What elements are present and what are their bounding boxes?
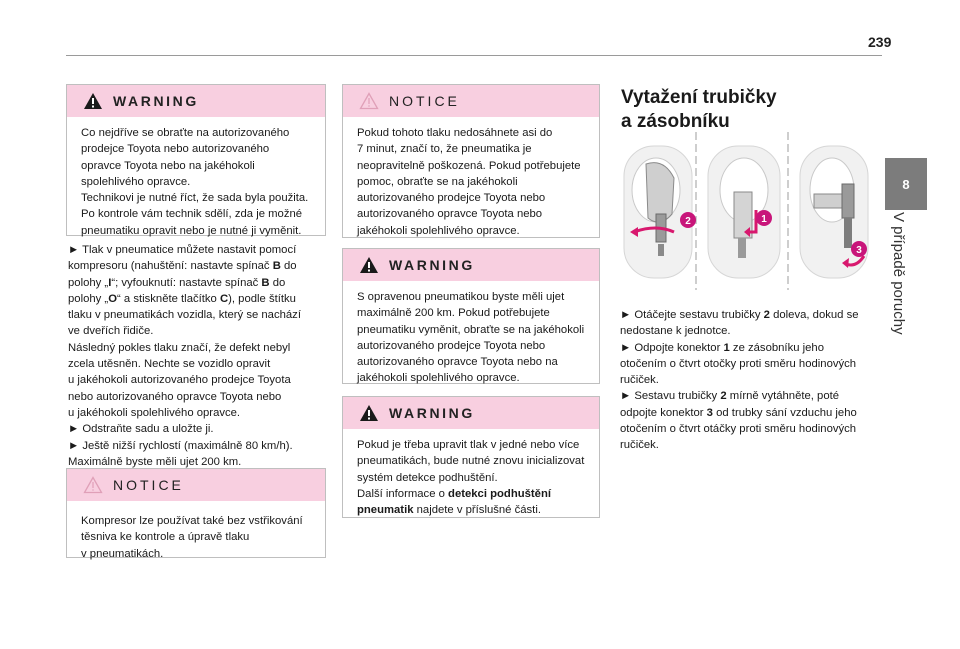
warning-header bbox=[67, 85, 325, 117]
notice-box-2 bbox=[342, 84, 600, 238]
notice-triangle-icon bbox=[83, 476, 103, 494]
warning-box-2 bbox=[342, 248, 600, 384]
page-number: 239 bbox=[868, 34, 892, 50]
callout-2 bbox=[680, 212, 696, 228]
warning-triangle-icon bbox=[83, 92, 103, 110]
warning-triangle-icon bbox=[359, 404, 379, 422]
callout-3 bbox=[851, 241, 867, 257]
header-rule bbox=[66, 55, 882, 56]
notice-title: NOTICE bbox=[389, 93, 460, 109]
notice-box-1 bbox=[66, 468, 326, 558]
svg-text:1: 1 bbox=[761, 214, 767, 225]
warning-header bbox=[343, 397, 599, 429]
warning-text: Pokud je třeba upravit tlak v jedné nebo více pneumatikách, bude nutné znovu inicializovat systém detekce podhuštění. Další informace o detekci podhuštění pneumatik najdete v příslušné části. bbox=[357, 439, 585, 517]
svg-text:3: 3 bbox=[856, 245, 862, 256]
notice-header bbox=[67, 469, 325, 501]
warning-text: S opravenou pneumatikou byste měli ujet maximálně 200 km. Pokud potřebujete pneumatiku vyměnit, obraťte se na jakéhokoli autorizovaného prodejce Toyota nebo autorizovaného opravce Toyota nebo na jakéhokoli spolehlivého opravce. bbox=[357, 291, 585, 385]
panel-1-unit bbox=[624, 146, 692, 278]
body-text-col1: ► Tlak v pneumatice můžete nastavit pomocí kompresoru (nahuštění: nastavte spínač B do polohy „I“; vyfouknutí: nastavte spínač B do polohy „O“ a stiskněte tlačítko C), podle štítku tlaku v pneumatikách vozidla, který se nachází ve dveřích řidiče. Následný pokles tlaku značí, že defekt nebyl zcela utěsněn. Nechte se vozidlo opravit u jakéhokoli autorizovaného prodejce Toyota nebo autorizovaného opravce Toyota nebo u jakéhokoli spolehlivého opravce. ► Odstraňte sadu a uložte ji. ► Ještě nižší rychlostí (maximálně 80 km/h). Maximálně byste měli ujet 200 km. bbox=[68, 244, 301, 468]
notice-header bbox=[343, 85, 599, 117]
warning-header bbox=[343, 249, 599, 281]
warning-box-1 bbox=[66, 84, 326, 236]
body-text-col3: ► Otáčejte sestavu trubičky 2 doleva, dokud se nedostane k jednotce. ► Odpojte konektor 1 ze zásobníku jeho otočením o čtvrt otočky proti směru hodinových ručiček. ► Sestavu trubičky 2 mírně vytáhněte, poté odpojte konektor 3 od trubky sání vzduchu jeho otočením o čtvrt otáčky proti směru hodinových ručiček. bbox=[620, 309, 859, 452]
notice-triangle-icon bbox=[359, 92, 379, 110]
notice-text: Kompresor lze používat také bez vstřikování těsniva ke kontrole a úpravě tlaku v pneumatikách. bbox=[81, 515, 303, 560]
warning-title: WARNING bbox=[389, 405, 475, 421]
section-title: Vytažení trubičky a zásobníku bbox=[621, 87, 777, 132]
chapter-tab[interactable] bbox=[885, 158, 927, 210]
chapter-number: 8 bbox=[902, 176, 910, 192]
warning-title: WARNING bbox=[389, 257, 475, 273]
chapter-label: V případě poruchy bbox=[890, 212, 907, 335]
tube-removal-illustration bbox=[616, 132, 872, 290]
callout-1 bbox=[756, 210, 772, 226]
notice-title: NOTICE bbox=[113, 477, 184, 493]
warning-text: Co nejdříve se obraťte na autorizovaného prodejce Toyota nebo autorizovaného opravce Toyota nebo na jakéhokoli spolehlivého opravce. Technikovi je nutné říct, že sada byla použita. Po kontrole vám technik sdělí, zda je možné pneumatiku opravit nebo je nutné ji vyměnit. bbox=[81, 127, 309, 237]
warning-box-3 bbox=[342, 396, 600, 518]
warning-triangle-icon bbox=[359, 256, 379, 274]
warning-title: WARNING bbox=[113, 93, 199, 109]
panel-3-unit bbox=[800, 146, 868, 278]
svg-text:2: 2 bbox=[685, 216, 691, 227]
notice-text: Pokud tohoto tlaku nedosáhnete asi do 7 minut, značí to, že pneumatika je neopravitelně poškozená. Pokud potřebujete pomoc, obraťte se na jakéhokoli autorizovaného prodejce Toyota nebo autorizovaného opravce Toyota nebo jakéhokoli spolehlivého opravce. bbox=[357, 127, 581, 237]
